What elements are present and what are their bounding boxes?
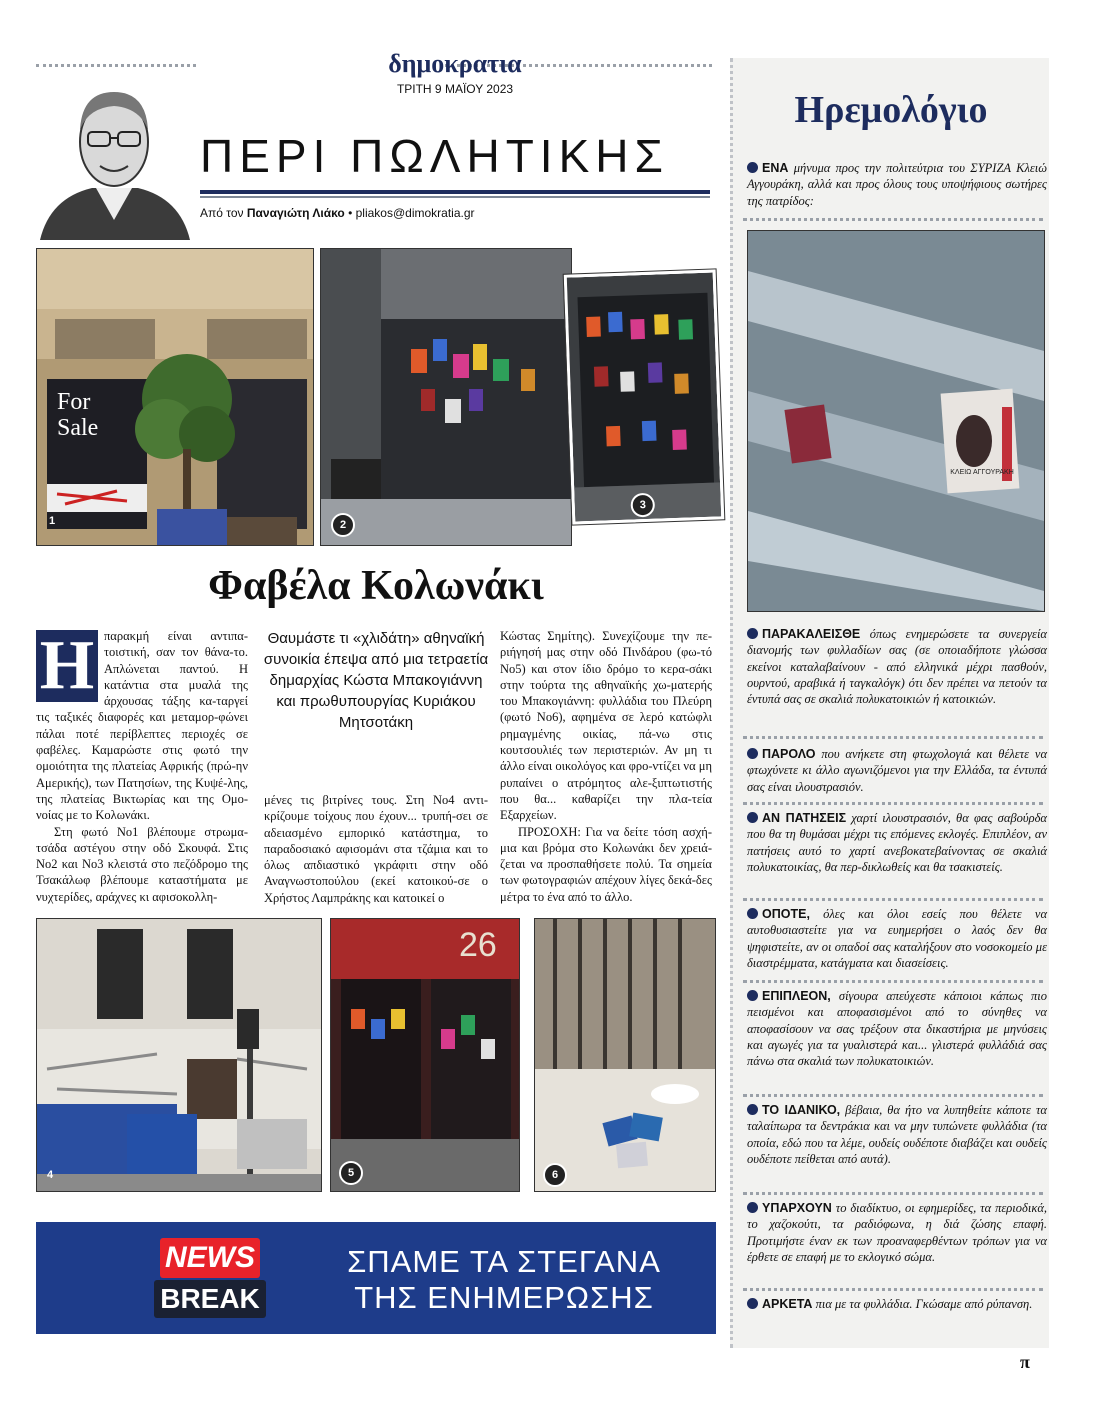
entry-lead: ΕΝΑ <box>762 161 789 175</box>
news-break-ad[interactable] <box>36 1222 716 1334</box>
entry-text: μήνυμα προς την πολιτεύτρια του ΣΥΡΙΖΑ Κλειώ Αγγουράκη, αλλά και προς όλους τους υποψήφιους σωτήρες της πατρίδος: <box>747 161 1047 208</box>
entry-text: όπως ενημερώσετε τα συνεργεία διανομής των φυλλαδίων σας (σε οποιαδήποτε γλώσσα εκείνοι καταλαβαίνουν - από ελληνικά μέχρι πασθούν, ουρντού, αραβικά ή ταγκαλόγκ) ότι δεν πρέπει να πετούν τα έντυπά σας σε σκαλιά πολυκατοικιών ή κατοικιών. <box>747 627 1047 707</box>
byline-separator: • <box>348 206 353 220</box>
article-column-3 <box>500 628 712 905</box>
entry-separator <box>743 1288 1043 1291</box>
title-rule-thin <box>200 196 710 198</box>
byline <box>200 206 475 220</box>
ad-slogan-line-2: ΤΗΣ ΕΝΗΜΕΡΩΣΗΣ <box>354 1280 654 1315</box>
author-name: Παναγιώτη Λιάκο <box>246 206 345 220</box>
sidebar-entry <box>747 1296 1047 1312</box>
bullet-icon <box>747 1202 758 1213</box>
entry-lead: ΑΝ ΠΑΤΗΣΕΙΣ <box>762 811 847 825</box>
photo-number: 3 <box>630 493 655 518</box>
entry-lead: ΠΑΡΑΚΑΛΕΙΣΘΕ <box>762 627 861 641</box>
entry-lead: ΥΠΑΡΧΟΥΝ <box>762 1201 832 1215</box>
article-column-1 <box>36 628 248 905</box>
article-paragraph: μένες τις βιτρίνες τους. Στη Νο4 αντι-κρίζουμε τοίχους που έχουν... τρυπή-σει σε αδειασμένο εμπορικό κατάστημα, το παραδοσιακό αφισομάνι στα τζάμια και το όλως απδιαστικό γκράφιτι στην οδό Αναγνωστοπούλου (εκεί κατοικού-σε ο Χρήστος Λαμπράκης και κατοικεί ο <box>264 793 488 905</box>
shop-number: 26 <box>459 926 497 964</box>
bullet-icon <box>747 628 758 639</box>
entry-text: που ανήκετε στη φτωχολογιά και θέλετε να φτωχύνετε κι άλλο αγωνιζόμενοι για την Ελλάδα, τα έντυπά σας είναι ιλουστρασιόν. <box>747 747 1048 794</box>
article-headline: Φαβέλα Κολωνάκι <box>208 563 544 609</box>
article-paragraph: Κώστας Σημίτης). Συνεχίζουμε την πε-ριήγησή μας στην οδό Πινδάρου (φω-τό Νο5) και στον ίδιο δρόμο το κερα-σάκι στην τούρτα της αθηναϊκής χω-ματερής του Μπακογιάννη: φυλλάδια του Πλεύρη (φωτό Νο6), αφημένα σε λερό κατώφλι ρημαγμένης οικίας, πά-νω στις κουτσουλιές των περιστεριών. Αν μη τι άλλο είναι οικολόγος και φρο-ντίζει να μη ρυπαίνει ο ατρόμητος αλε-ξιπτωτιστής που θα... καθαρίζει την πλα-τεία Εξαρχείων. <box>500 629 712 823</box>
entry-separator <box>743 898 1043 901</box>
entry-lead: ΠΑΡΟΛΟ <box>762 747 816 761</box>
bullet-icon <box>747 748 758 759</box>
sidebar-title: Ηρεμολόγιο <box>794 89 988 131</box>
sidebar-entry <box>747 906 1047 971</box>
author-email: pliakos@dimokratia.gr <box>355 206 475 220</box>
column-title: ΠΕΡΙ ΠΩΛΗΤΙΚΗΣ <box>200 130 669 182</box>
bullet-icon <box>747 812 758 823</box>
entry-separator <box>743 736 1043 739</box>
bullet-icon <box>747 1298 758 1309</box>
sidebar-entry <box>747 746 1047 795</box>
ad-logo-break: BREAK <box>154 1280 266 1318</box>
entry-lead: ΕΠΙΠΛΕΟΝ, <box>762 989 831 1003</box>
entry-separator <box>743 802 1043 805</box>
masthead <box>200 50 710 96</box>
photo-number: 2 <box>331 513 355 537</box>
entry-lead: ΑΡΚΕΤΑ <box>762 1297 813 1311</box>
entry-text: βέβαια, θα ήτο να λυπηθείτε κάποτε τα ταλαίπωρα τα δεντράκια και να μην τυπώνετε φυλλάδια (τα οποία, εδώ που τα λέμε, ουδείς ουδέποτε διαβάζει και ουδείς ουδέποτε πείθεται από αυτά). <box>747 1103 1047 1166</box>
photo-5 <box>330 918 520 1192</box>
photo-4 <box>36 918 322 1192</box>
sidebar-entry <box>747 1102 1047 1167</box>
pull-quote: Θαυμάστε τι «χλιδάτη» αθηναϊκή συνοικία έπεψα από μια τετραετία δημαρχίας Κώστα Μπακογιάννη και πρωθυπουργίας Κυριάκου Μητσοτάκη <box>263 630 489 731</box>
ad-slogan-line-1: ΣΠΑΜΕ ΤΑ ΣΤΕΓΑΝΑ <box>347 1244 661 1279</box>
sidebar-entry <box>747 810 1047 875</box>
photo-number: 6 <box>543 1163 567 1187</box>
sidebar-entry <box>747 626 1047 707</box>
sidebar-entry <box>747 988 1047 1069</box>
sidebar-photo <box>747 230 1045 612</box>
photo-number: 4 <box>47 1169 54 1181</box>
entry-text: χαρτί ιλουστρασιόν, θα φας σαβούρδα που θα τη θυμάσαι μέχρι τις επόμενες εκλογές. Επιπλέον, αν πατήσεις αυτό το χαρτί ανεβοκατεβαίνοντας σε σκαλιά πολυκατοικίας, θα περ-δικλωθείς και θα τσακιστείς. <box>747 811 1047 874</box>
photo-number: 1 <box>49 515 56 527</box>
sidebar-entry <box>747 1200 1047 1265</box>
entry-text: σίγουρα απεύχεστε κάποιοι κάπως πιο πεισμένοι και αποφασισμένοι από το σύνηθες να αποφασίσουν να σας τρέξουν στα δικαστήρια με μηνύσεις και αγωγές για τα γυαλιστερά και... γλιστερά φυλλάδιά σας πάνω στα σκαλιά των πολυκατοικιών. <box>747 989 1048 1069</box>
entry-separator <box>743 1192 1043 1195</box>
entry-text: το διαδίκτυο, οι εφημερίδες, τα περιοδικά, το χαζοκούτι, τα ραδιόφωνα, η διά ζώσης επαφή. Προτιμήστε έναν εκ των προαναφερθέντων τρόπων για να έρθετε σε επαφή με το εκλογικό σώμα. <box>747 1201 1048 1264</box>
article-paragraph: ΠΡΟΣΟΧΗ: Για να δείτε τόση ασχή-μια και βρόμα στο Κολωνάκι δεν χρειά-ζεται να προσπαθήσετε πολύ. Τα σημεία των φωτογραφιών απέχουν λίγες δεκά-δες μέτρα το ένα από το άλλο. <box>500 824 712 904</box>
photo-3 <box>564 269 725 524</box>
for-sale-sign: For Sale <box>57 389 99 441</box>
byline-prefix: Από τον <box>200 206 244 220</box>
article-paragraph: Στη φωτό Νο1 βλέπουμε στρωμα-τσάδα αστέγου στην οδό Σκουφά. Στις Νο2 και Νο3 κλειστά στο πεζόδρομο της Τσακάλωφ βλέπουμε καταστήματα με νυχτερίδες, αράχνες κι αφισοκολλη- <box>36 824 248 904</box>
article-paragraph: παρακμή είναι αντιπα-τοιστική, σαν τον θάνα-το. Απλώνεται παντού. Η κατάντια στα μυαλά της άρχουσας τάξης κα-ταργεί τις ταξικές διαφορές και μεταμορ-φώνει πάλαι ποτέ περίβλεπτες περιοχές σε φαβέλες. Καμαρώστε στις φωτό την ομοιότητα της πλατείας Αφρικής (πρώ-ην Αμερικής), των Πατησίων, της Κυψέ-λης, της πλατείας Βικτωρίας και της Ομο-νοίας με το Κολωνάκι. <box>36 629 248 823</box>
newspaper-brand: δημοκρατια <box>388 49 522 78</box>
ad-logo-news: NEWS <box>160 1238 260 1278</box>
sidebar-iremologio <box>730 58 1049 1348</box>
entry-separator <box>743 980 1043 983</box>
drop-cap: Η <box>36 630 98 702</box>
photo-number: 5 <box>339 1161 363 1185</box>
poster-name: ΚΛΕΙΩ ΑΓΓΟΥΡΑΚΗ <box>950 469 1014 476</box>
photo-6 <box>534 918 716 1192</box>
entry-lead: ΟΠΟΤΕ, <box>762 907 810 921</box>
bullet-icon <box>747 162 758 173</box>
sidebar-entry <box>747 160 1047 209</box>
entry-text: πια με τα φυλλάδια. Γκώσαμε από ρύπανση. <box>815 1297 1033 1311</box>
entry-separator <box>743 1094 1043 1097</box>
page-mark: π <box>1020 1352 1030 1372</box>
entry-text: όλες και όλοι εσείς που θέλετε να αυτοθυσιαστείτε για να ευημερήσει ο λαός δεν θα ψηφιστείτε, αν οι οπαδοί σας καταλήξουν στο νοσοκομείο με διαστρέμματα, κατάγματα και διασείσεις. <box>747 907 1048 970</box>
title-rule <box>200 190 710 194</box>
photo-1 <box>36 248 314 546</box>
issue-date: ΤΡΙΤΗ 9 ΜΑΪΟΥ 2023 <box>396 82 514 96</box>
article-column-2 <box>264 792 488 906</box>
bullet-icon <box>747 990 758 1001</box>
photo-2 <box>320 248 572 546</box>
entry-separator <box>743 218 1043 221</box>
bullet-icon <box>747 908 758 919</box>
bullet-icon <box>747 1104 758 1115</box>
ad-slogan <box>324 1244 684 1316</box>
author-portrait <box>30 70 198 240</box>
entry-lead: ΤΟ ΙΔΑΝΙΚΟ, <box>762 1103 841 1117</box>
